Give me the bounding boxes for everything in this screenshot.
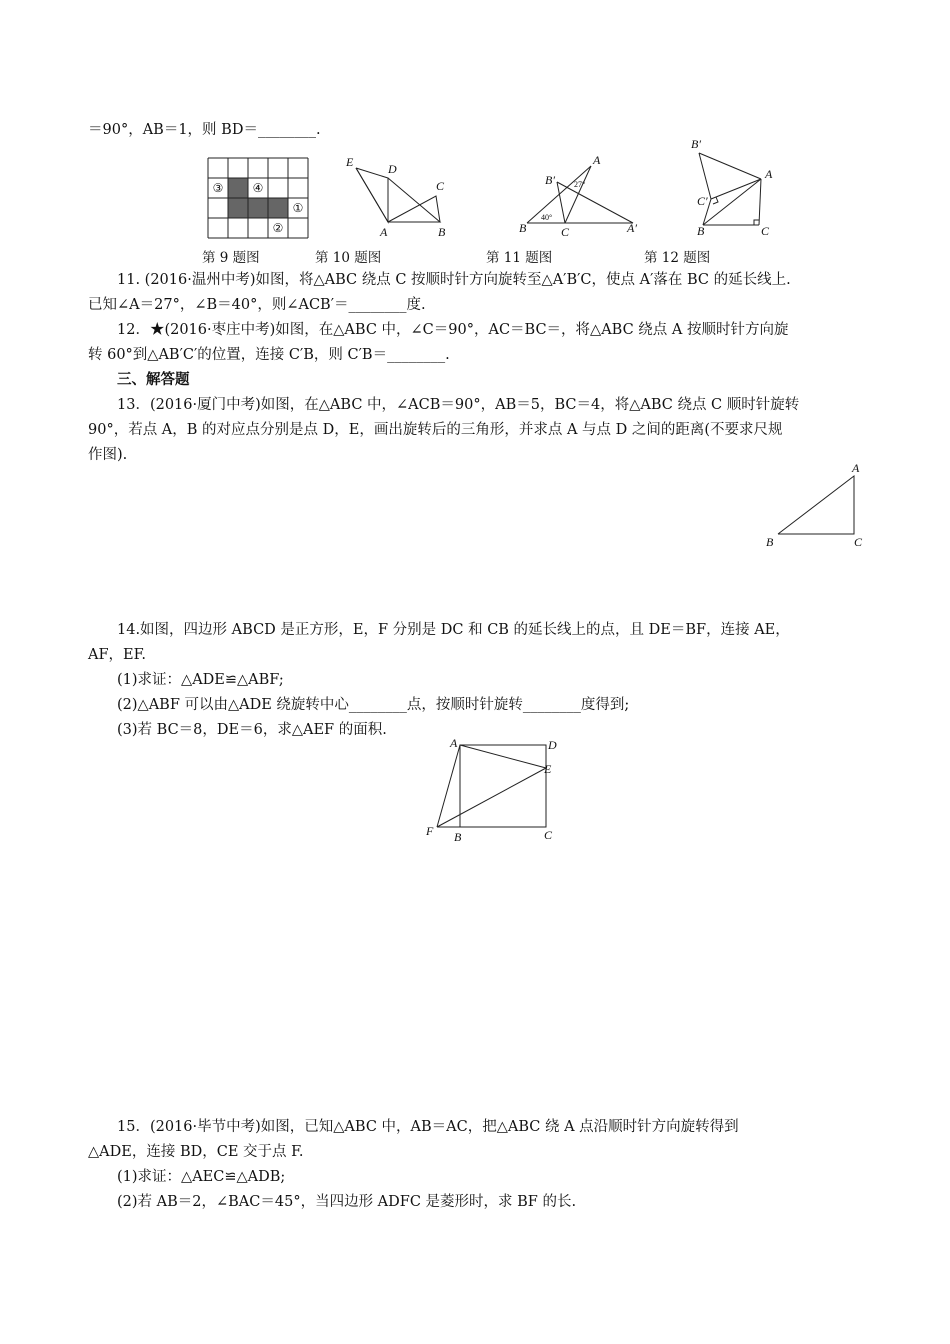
fig13-label-a: A [852, 461, 860, 475]
caption-fig10: 第 10 题图 [315, 250, 382, 266]
fig10-label-d: D [388, 162, 397, 176]
fig10-label-c: C [436, 179, 445, 193]
q11-line-2: 已知∠A＝27°，∠B＝40°，则∠ACB′＝________度. [88, 297, 426, 313]
fig13-figure [762, 460, 872, 552]
fig14-label-f: F [426, 824, 434, 838]
fig12-figure [685, 135, 790, 240]
q15-line-1: 15．(2016·毕节中考)如图，已知△ABC 中，AB＝AC，把△ABC 绕 A 点沿顺时针方向旋转得到 [117, 1119, 739, 1135]
q8-answer-line: ＝90°，AB＝1，则 BD＝________. [88, 122, 321, 138]
fig10-label-e: E [346, 155, 354, 169]
fig14-label-d: D [548, 738, 557, 752]
fig11-angle-27: 27° [574, 180, 586, 189]
q15-part2: (2)若 AB＝2，∠BAC＝45°，当四边形 ADFC 是菱形时，求 BF 的长. [117, 1194, 577, 1210]
fig12-label-b: B [697, 224, 705, 238]
fig14-label-a: A [450, 736, 458, 750]
q14-part2: (2)△ABF 可以由△ADE 绕旋转中心________点，按顺时针旋转________度得到; [117, 697, 630, 713]
fig12-label-b-prime: B′ [691, 137, 701, 151]
fig9-label-4: ④ [252, 181, 264, 195]
fig10-label-b: B [438, 225, 446, 239]
q14-line-2: AF，EF. [88, 647, 147, 663]
fig14-label-e: E [544, 762, 552, 776]
fig12-label-a: A [765, 167, 773, 181]
fig11-label-b-prime: B′ [545, 173, 555, 187]
fig12-label-c: C [761, 224, 770, 238]
fig11-angle-40: 40° [541, 213, 553, 222]
fig14-label-b: B [454, 830, 462, 844]
q13-line-1: 13．(2016·厦门中考)如图，在△ABC 中，∠ACB＝90°，AB＝5，BC＝4，将△ABC 绕点 C 顺时针旋转 [117, 397, 800, 413]
q14-line-1: 14.如图，四边形 ABCD 是正方形，E，F 分别是 DC 和 CB 的延长线上的点，且 DE＝BF，连接 AE， [117, 622, 790, 638]
fig14-figure [420, 735, 570, 850]
fig12-label-c-prime: C′ [697, 194, 708, 208]
fig9-label-1: ① [292, 201, 304, 215]
q11-line-1: 11. (2016·温州中考)如图，将△ABC 绕点 C 按顺时针方向旋转至△A′B′C，使点 A′落在 BC 的延长线上. [117, 272, 791, 288]
q12-line-1: 12．★(2016·枣庄中考)如图，在△ABC 中，∠C＝90°，AC＝BC＝，将△ABC 绕点 A 按顺时针方向旋 [117, 322, 789, 338]
q14-part1: (1)求证：△ADE≌△ABF; [117, 672, 284, 688]
fig13-label-b: B [766, 535, 774, 549]
fig10-figure [340, 150, 460, 240]
fig10-label-a: A [380, 225, 388, 239]
fig11-label-b: B [519, 221, 527, 235]
fig11-label-a: A [593, 153, 601, 167]
caption-fig12: 第 12 题图 [644, 250, 711, 266]
fig9-label-2: ② [272, 221, 284, 235]
section-heading: 三、解答题 [117, 372, 190, 388]
caption-fig9: 第 9 题图 [202, 250, 260, 266]
fig11-label-a-prime: A′ [627, 221, 637, 235]
q13-line-2: 90°，若点 A，B 的对应点分别是点 D，E，画出旋转后的三角形，并求点 A 与点 D 之间的距离(不要求尺规 [88, 422, 783, 438]
fig14-label-c: C [544, 828, 553, 842]
fig9-grid-figure [208, 158, 308, 238]
q13-line-3: 作图). [88, 447, 128, 463]
fig9-label-3: ③ [212, 181, 224, 195]
q15-part1: (1)求证：△AEC≌△ADB; [117, 1169, 286, 1185]
caption-fig11: 第 11 题图 [486, 250, 553, 266]
q15-line-2: △ADE，连接 BD，CE 交于点 F. [88, 1144, 304, 1160]
fig11-label-c: C [561, 225, 570, 239]
q12-line-2: 转 60°到△AB′C′的位置，连接 C′B，则 C′B＝________. [88, 347, 450, 363]
q14-part3: (3)若 BC＝8，DE＝6，求△AEF 的面积. [117, 722, 387, 738]
fig13-label-c: C [854, 535, 863, 549]
fig11-figure [515, 150, 650, 242]
